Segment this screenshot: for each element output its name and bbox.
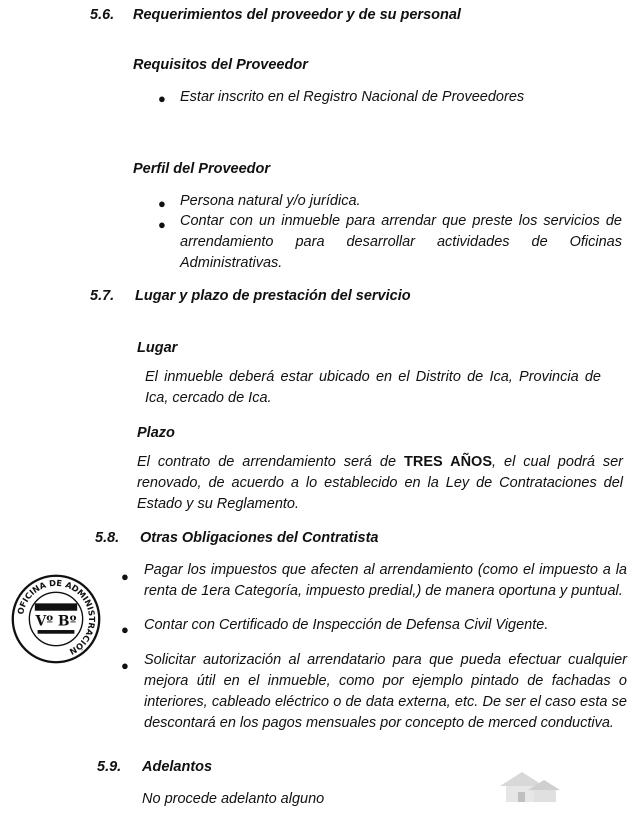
section-title-5-7: Lugar y plazo de prestación del servicio	[135, 288, 411, 304]
section-number-5-9: 5.9.	[97, 759, 122, 775]
subheading-perfil: Perfil del Proveedor	[133, 161, 270, 177]
section-number-5-7: 5.7.	[90, 288, 115, 304]
requisitos-item: Estar inscrito en el Registro Nacional de Proveedores	[180, 89, 525, 105]
subheading-requisitos: Requisitos del Proveedor	[133, 57, 308, 73]
bullet-icon: ●	[158, 196, 166, 211]
bullet-icon: ●	[158, 91, 166, 106]
section-title-5-8: Otras Obligaciones del Contratista	[140, 530, 379, 546]
plazo-text-pre: El contrato de arrendamiento será de	[137, 454, 405, 470]
stamp-ring-text: OFICINA DE ADMINISTRACIÓN	[15, 577, 98, 657]
bullet-icon: ●	[121, 622, 129, 637]
house-watermark-icon	[492, 764, 564, 808]
plazo-text	[137, 452, 623, 515]
stamp-center-text: Vº Bº	[35, 613, 77, 630]
bullet-icon: ●	[158, 217, 166, 232]
administration-stamp	[10, 573, 102, 665]
section-number-5-6: 5.6.	[90, 7, 115, 23]
plazo-duration: TRES AÑOS	[404, 454, 493, 470]
plazo-text-post: , el cual podrá ser renovado, de acuerdo a lo establecido en la Ley de Contrataciones del Estado y su Reglamento.	[137, 454, 623, 512]
bullet-icon: ●	[121, 569, 129, 584]
section-title-5-9: Adelantos	[142, 759, 213, 775]
obligation-item: Pagar los impuestos que afecten al arrendamiento (como el impuesto a la renta de 1era Categoría, impuesto predial,) de manera oportuna y puntual.	[144, 562, 627, 599]
perfil-item: Persona natural y/o jurídica.	[180, 193, 361, 209]
section-title-5-6: Requerimientos del proveedor y de su personal	[133, 7, 461, 23]
obligation-item: Contar con Certificado de Inspección de Defensa Civil Vigente.	[144, 617, 549, 633]
subheading-plazo: Plazo	[137, 425, 175, 441]
section-number-5-8: 5.8.	[95, 530, 120, 546]
obligation-item: Solicitar autorización al arrendatario para que pueda efectuar cualquier mejora útil en el inmueble, como por ejemplo pintado de fachadas o interiores, cableado eléctrico o de data externa, etc. De ser el caso esta se descontará en los pagos mensuales por concepto de merced conductiva.	[144, 652, 627, 731]
adelantos-text: No procede adelanto alguno	[142, 791, 325, 807]
lugar-text: El inmueble deberá estar ubicado en el Distrito de Ica, Provincia de Ica, cercado de Ica.	[145, 369, 601, 406]
subheading-lugar: Lugar	[137, 340, 178, 356]
bullet-icon: ●	[121, 658, 129, 673]
perfil-item: Contar con un inmueble para arrendar que preste los servicios de arrendamiento para desarrollar actividades de Oficinas Administrativas.	[180, 213, 622, 271]
